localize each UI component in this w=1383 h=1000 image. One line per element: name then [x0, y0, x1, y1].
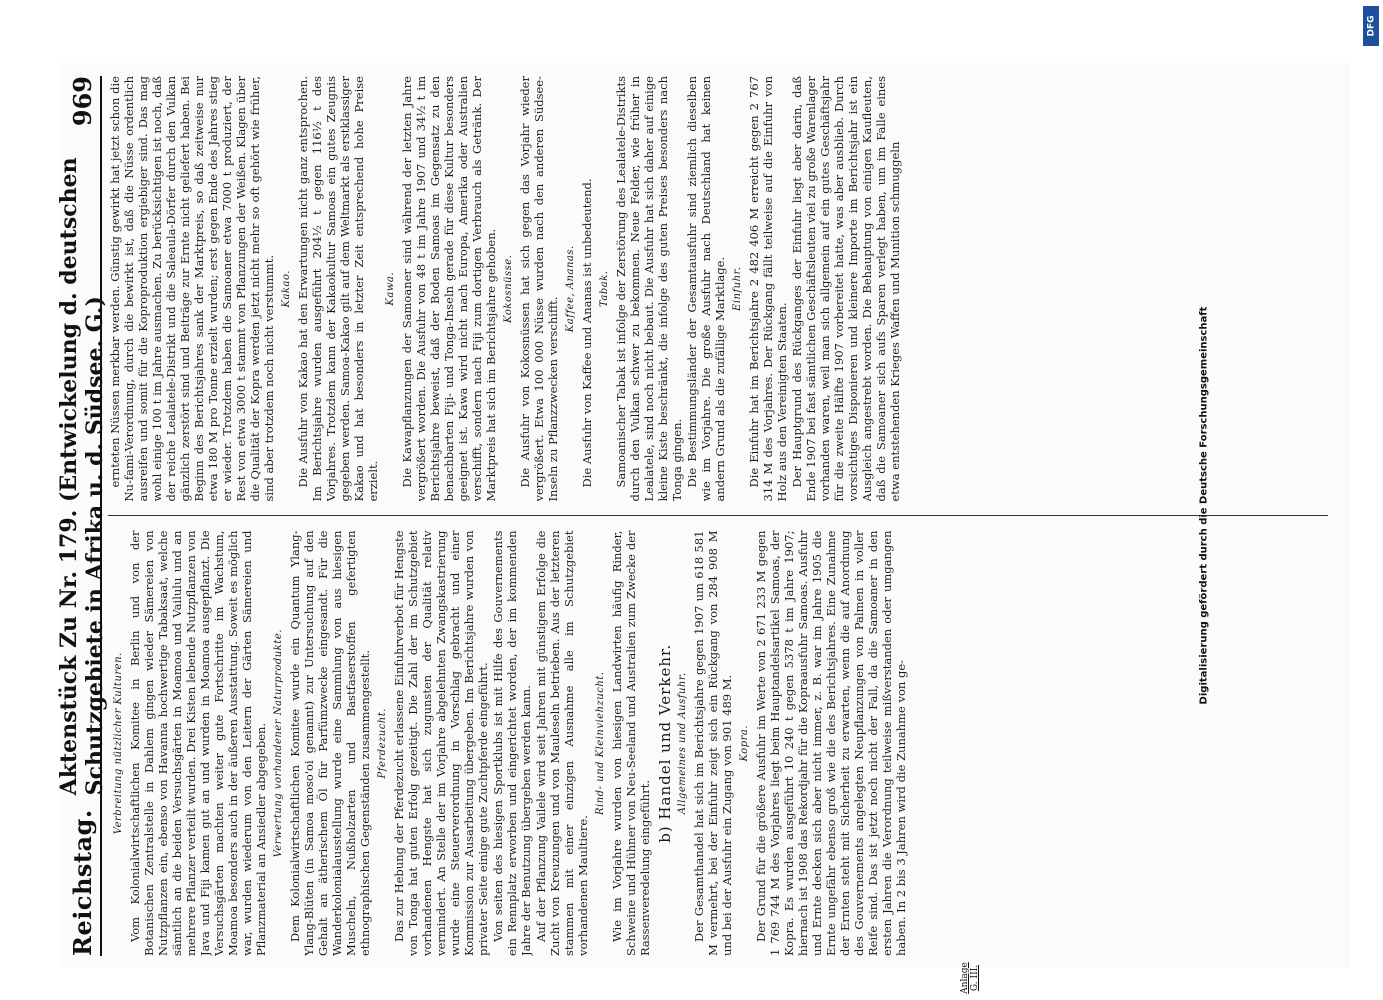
subsection-heading: Allgemeines und Ausfuhr.: [677, 672, 688, 815]
paragraph: Der Grund für die größere Ausfuhr im Werte von 2 671 233 M gegen 1 769 744 M des Vorjahres liegt beim Hauptandelsartikel Samoas, der Kopra. Es wurden ausgeführt 10 240 t gegen 5378 t im Jahre 1907; hiernach ist 1908 das Rekordjahr für die Kopraausfuhr Samoas. Ausfuhr und Ernte decken sich aber nicht immer, z. B. war im Jahre 1905 die Ernte ungefähr ebenso groß wie die des Berichtsjahres. Eine Zunahme der Ernten steht mit Sicherheit zu erwarten, wenn die auf Anordnung des Gouvernements angelegten Neupflanzungen von Palmen in voller Reife sind. Das ist jetzt noch nicht der Fall, da die Samoaner in den ersten Jahren die Verordnung teilweise mißverstanden oder umgangen haben. In 2 bis 3 Jahren wird die Zunahme von ge-: [754, 530, 908, 956]
subsection-heading: Kawa.: [385, 271, 396, 306]
page-header: [56, 76, 108, 956]
column-left: [108, 531, 1328, 957]
paragraph: Dem Kolonialwirtschaftlichen Komitee wurde ein Quantum Ylang-Ylang-Blüten (in Samoa moso'oi genannt) zur Untersuchung auf den Gehalt an ätherischem Öl für Parfümzwecke eingesandt. Für die Wanderkolonialausstellung wurde eine Sammlung von aus hiesigen Muscheln, Nußholzarten und Bastfaserstoffen gefertigten ethnographischen Gegenständen zusammengestellt.: [288, 530, 372, 956]
subsection-heading: Pferdezucht.: [377, 708, 388, 779]
paragraph: Die Bestimmungsländer der Gesamtausfuhr sind ziemlich dieselben wie im Vorjahre. Die große Ausfuhr nach Deutschland hat keinen andern Grund als die zufällige Marktlage.: [685, 76, 727, 502]
column-divider: [108, 516, 1328, 517]
subsection-heading: Kaffee, Ananas.: [565, 245, 576, 333]
paragraph: Samoanischer Tabak ist infolge der Zerstörung des Lealatele-Distrikts durch den Vulkan schwer zu bekommen. Neue Felder, wie früher in Lealatele, sind noch nicht bebaut. Die Ausfuhr hat sich daher auf einige kleine Kiste beschränkt, die infolge des guten Preises besonders nach Tonga gingen.: [614, 76, 684, 502]
digitization-credit: Digitalisierung gefördert durch die Deutsche Forschungsgemeinschaft: [1198, 306, 1210, 705]
paragraph: Die Kawapflanzungen der Samoaner sind während der letzten Jahre vergrößert worden. Die Ausfuhr von 48 t im Jahre 1907 und 34½ t im Berichtsjahre beweist, daß der Boden Samoas im Gegensatz zu den benachbarten Fiji- und Tonga-Inseln gerade für diese Kultur besonders geeignet ist. Kawa wird nicht nach Europa, Amerika oder Australien verschifft, sondern nach Fiji zum dortigen Verbrauch als Getränk. Der Marktpreis hat sich im Berichtsjahre gehoben.: [400, 76, 498, 502]
margin-note: Anlage G. III.: [960, 962, 980, 994]
section-heading: b) Handel und Verkehr.: [656, 643, 674, 843]
paragraph: Der Gesamthandel hat sich im Berichtsjahre gegen 1907 um 618 581 M vermehrt, bei der Einfuhr zeigt sich ein Rückgang von 284 908 M und bei der Ausfuhr ein Zugang von 901 489 M.: [692, 530, 734, 956]
subsection-heading: Verbreitung nützlicher Kulturen.: [113, 652, 124, 835]
subsection-heading: Kokosnüsse.: [503, 254, 514, 323]
paragraph: Die Ausfuhr von Kokosnüssen hat sich gegen das Vorjahr wieder vergrößert. Etwa 100 000 Nüsse wurden nach den anderen Südsee-Inseln zu Pflanzzwecken verschifft.: [518, 76, 560, 502]
paragraph: Vom Kolonialwirtschaftlichen Komitee in Berlin und von der Botanischen Zentralstelle in Dahlem gingen wieder Sämereien von Nutzpflanzen ein, ebenso von Havanna hochwertige Tabaksaat, welche sämtlich an die beiden Versuchsgärten in Moamoa und Vailulu und an mehrere Pflanzer verteilt wurden. Drei Kisten lebende Nutzpflanzen von Java und Fiji kamen gut an und wurden in Moamoa ausgepflanzt. Die Versuchsgärten machten weiter gute Fortschritte im Wachstum, Moamoa besonders auch in der äußeren Ausstattung. Soweit es möglich war, wurden wiederum von den Leitern der Gärten Sämereien und Pflanzmaterial an Ansiedler abgegeben.: [128, 530, 268, 956]
subsection-heading: Kopra.: [739, 724, 750, 762]
subsection-heading: Tabak.: [599, 270, 610, 307]
column-right: [108, 76, 1328, 502]
paragraph: Die Ausfuhr von Kakao hat den Erwartungen nicht ganz entsprochen. Im Berichtsjahre wurden ausgeführt 204½ t gegen 116½ t des Vorjahres. Trotzdem kann der Kakaokultur Samoas ein gutes Zeugnis gegeben werden. Samoa-Kakao gilt auf dem Weltmarkt als erstklassiger Kakao und hat besonders in letzter Zeit entsprechend hohe Preise erzielt.: [296, 76, 380, 502]
paragraph: Der Hauptgrund des Rückganges der Einfuhr liegt aber darin, daß Ende 1907 bei fast sämtlichen Geschäftsleuten viel zu große Warenlager vorhanden waren, weil man sich allgemein auf ein gutes Geschäftsjahr für die zweite Hälfte 1907 vorbereitet hatte, was aber ausblieb. Durch vorsichtiges Disponieren und kleinere Importe im Berichtsjahr ist ein Ausgleich angestrebt worden. Die Behauptung von einigen Kaufleuten, daß die Samoaner sich aufs Sparen verlegt haben, um im Falle eines etwa entstehenden Krieges Waffen und Munition schmuggeln: [790, 76, 902, 502]
paragraph: Auf der Pflanzung Vailele wird seit Jahren mit günstigem Erfolge die Zucht von Kreuzungen und von Mauleseln betrieben. Aus der letzteren stammen mit einer einzigen Ausnahme alle im Schutzgebiet vorhandenen Maultiere.: [534, 530, 590, 956]
dfg-logo-text: DFG: [1366, 15, 1377, 37]
subsection-heading: Einfuhr.: [732, 266, 743, 311]
subsection-heading: Verwertung vorhandener Naturprodukte.: [273, 629, 284, 858]
header-left: Reichstag.: [67, 809, 97, 956]
paragraph: Die Ausfuhr von Kaffee und Ananas ist unbedeutend.: [580, 178, 594, 488]
text-columns: [108, 76, 1328, 956]
paragraph: ernteten Nüssen merkbar werden. Günstig gewirkt hat jetzt schon die Nu-fami-Verordnung, durch die bewirkt ist, daß die Nüsse ordentlich ausreifen und somit für die Koproproduktion ergiebiger sind. Das mag wohl einige 100 t im Jahre ausmachen. Zu berücksichtigen ist noch, daß der reiche Lealatele-Distrikt und die Saleaula-Dörfer durch den Vulkan gänzlich zerstört sind und Beiträge zur Ernte nicht geliefert haben. Bei Beginn des Berichtsjahres sank der Marktpreis, so daß zeitweise nur etwa 180 M pro Tonne erzielt wurden; erst gegen Ende des Jahres stieg er wieder. Trotzdem haben die Samoaner etwa 7000 t produziert, der Rest von etwa 3000 t stammt von Pflanzungen der Weißen. Klagen über die Qualität der Kopra werden jetzt nicht mehr so oft gehört wie früher, sind aber trotzdem noch nicht verstummt.: [108, 76, 276, 502]
paragraph: Von seiten des hiesigen Sportklubs ist mit Hilfe des Gouvernements ein Rennplatz erworben und eingerichtet worden, der im kommenden Jahre der Benutzung übergeben werden kann.: [491, 530, 533, 956]
subsection-heading: Rind- und Kleinviehzucht.: [595, 671, 606, 815]
paragraph: Die Einfuhr hat im Berichtsjahre 2 482 406 M erreicht gegen 2 767 314 M des Vorjahres. Der Rückgang fällt teilweise auf die Einfuhr von Holz aus den Vereinigten Staaten.: [747, 76, 789, 502]
paragraph: Das zur Hebung der Pferdezucht erlassene Einfuhrverbot für Hengste von Tonga hat guten Erfolg gezeitigt. Die Zahl der im Schutzgebiet vorhandenen Hengste hat sich zugunsten der Qualität relativ vermindert. An Stelle der im Vorjahre abgelehnten Zwangskastrierung wurde eine Steuerverordnung in Vorschlag gebracht und einer Kommission zur Ausarbeitung übergeben. Im Berichtsjahre wurden von privater Seite einige gute Zuchtpferde eingeführt.: [392, 530, 490, 956]
page-number: 969: [67, 76, 97, 127]
subsection-heading: Kakao.: [281, 270, 292, 308]
paragraph: Wie im Vorjahre wurden von hiesigen Landwirten häufig Rinder, Schweine und Hühner von Neu-Seeland und Australien zum Zwecke der Rassenveredelung eingeführt.: [610, 530, 652, 956]
header-title: Aktenstück Zu Nr. 179. (Entwickelung d. deutschen Schutzgebiete in Afrika u. d. Südsee. G.): [56, 157, 108, 796]
